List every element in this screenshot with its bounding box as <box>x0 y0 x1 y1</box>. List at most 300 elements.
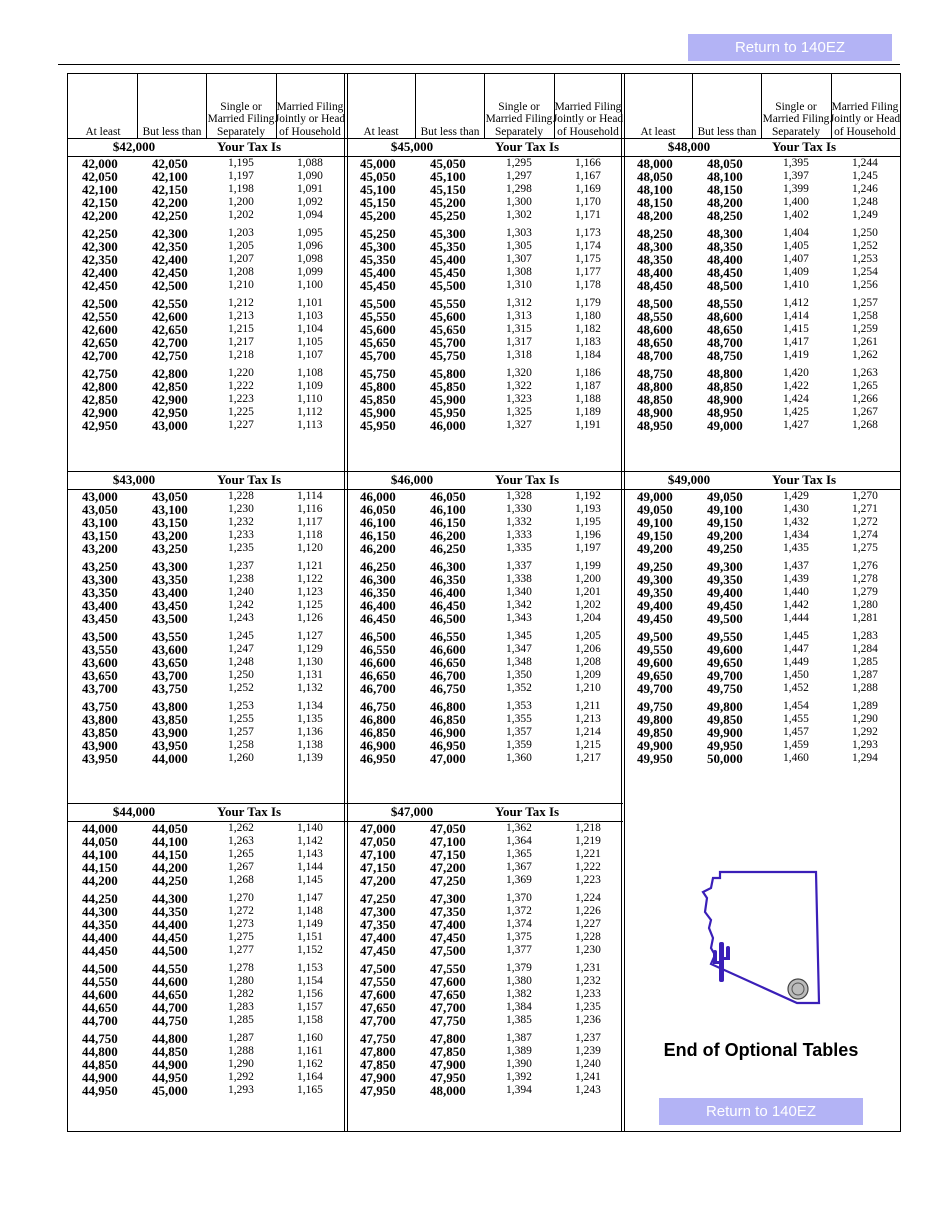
but-less-than-cell: 49,350 <box>707 572 743 587</box>
at-least-cell: 46,900 <box>360 738 396 753</box>
but-less-than-cell: 46,300 <box>430 559 466 574</box>
married-tax-cell: 1,175 <box>575 253 601 265</box>
row-group <box>346 367 622 432</box>
at-least-cell: 43,300 <box>82 572 118 587</box>
but-less-than-cell: 46,350 <box>430 572 466 587</box>
single-tax-cell: 1,455 <box>783 713 809 725</box>
but-less-than-cell: 46,800 <box>430 699 466 714</box>
at-least-cell: 46,150 <box>360 528 396 543</box>
at-least-cell: 44,700 <box>82 1013 118 1028</box>
single-tax-cell: 1,228 <box>228 490 254 502</box>
at-least-cell: 42,200 <box>82 208 118 223</box>
married-tax-cell: 1,094 <box>297 209 323 221</box>
row-group <box>346 227 622 292</box>
single-tax-cell: 1,442 <box>783 599 809 611</box>
but-less-than-cell: 49,300 <box>707 559 743 574</box>
married-tax-cell: 1,117 <box>297 516 323 528</box>
table-row <box>623 612 899 625</box>
but-less-than-cell: 45,750 <box>430 348 466 363</box>
at-least-cell: 47,050 <box>360 834 396 849</box>
but-less-than-cell: 43,500 <box>152 611 188 626</box>
married-tax-cell: 1,098 <box>297 253 323 265</box>
single-tax-cell: 1,407 <box>783 253 809 265</box>
at-least-cell: 43,150 <box>82 528 118 543</box>
at-least-cell: 48,000 <box>637 156 673 171</box>
married-tax-cell: 1,136 <box>297 726 323 738</box>
but-less-than-cell: 49,800 <box>707 699 743 714</box>
but-less-than-cell: 42,050 <box>152 156 188 171</box>
at-least-cell: 49,900 <box>637 738 673 753</box>
column-header-text: But less than <box>420 125 480 138</box>
single-tax-cell: 1,355 <box>506 713 532 725</box>
married-tax-cell: 1,232 <box>575 975 601 987</box>
married-tax-cell: 1,131 <box>297 669 323 681</box>
but-less-than-cell: 46,650 <box>430 655 466 670</box>
married-tax-cell: 1,265 <box>852 380 878 392</box>
row-group <box>68 630 344 695</box>
table-row <box>346 349 622 362</box>
single-tax-cell: 1,365 <box>506 848 532 860</box>
married-tax-cell: 1,193 <box>575 503 601 515</box>
married-tax-cell: 1,183 <box>575 336 601 348</box>
at-least-cell: 44,450 <box>82 943 118 958</box>
married-tax-cell: 1,266 <box>852 393 878 405</box>
column-header-but-less-than <box>696 74 758 138</box>
at-least-cell: 43,950 <box>82 751 118 766</box>
married-tax-cell: 1,256 <box>852 279 878 291</box>
row-group <box>623 227 899 292</box>
but-less-than-cell: 45,400 <box>430 252 466 267</box>
single-tax-cell: 1,392 <box>506 1071 532 1083</box>
single-tax-cell: 1,217 <box>228 336 254 348</box>
married-tax-cell: 1,209 <box>575 669 601 681</box>
at-least-cell: 44,800 <box>82 1044 118 1059</box>
at-least-cell: 42,000 <box>82 156 118 171</box>
bracket-amount: $46,000 <box>390 472 434 487</box>
at-least-cell: 46,850 <box>360 725 396 740</box>
at-least-cell: 49,000 <box>637 489 673 504</box>
married-tax-cell: 1,113 <box>297 419 323 431</box>
at-least-cell: 47,350 <box>360 917 396 932</box>
header-column-rule <box>137 74 138 138</box>
but-less-than-cell: 42,850 <box>152 379 188 394</box>
but-less-than-cell: 49,950 <box>707 738 743 753</box>
at-least-cell: 42,450 <box>82 278 118 293</box>
at-least-cell: 47,700 <box>360 1013 396 1028</box>
but-less-than-cell: 49,600 <box>707 642 743 657</box>
married-tax-cell: 1,156 <box>297 988 323 1000</box>
at-least-cell: 44,050 <box>82 834 118 849</box>
married-tax-cell: 1,217 <box>575 752 601 764</box>
single-tax-cell: 1,435 <box>783 542 809 554</box>
single-tax-cell: 1,417 <box>783 336 809 348</box>
but-less-than-cell: 42,800 <box>152 366 188 381</box>
row-group <box>68 700 344 765</box>
but-less-than-cell: 43,050 <box>152 489 188 504</box>
single-tax-cell: 1,233 <box>228 529 254 541</box>
tax-rows <box>623 490 899 770</box>
table-row <box>346 612 622 625</box>
header-column-rule <box>761 74 762 138</box>
married-tax-cell: 1,243 <box>575 1084 601 1096</box>
married-tax-cell: 1,227 <box>575 918 601 930</box>
married-tax-cell: 1,096 <box>297 240 323 252</box>
at-least-cell: 42,100 <box>82 182 118 197</box>
married-tax-cell: 1,293 <box>852 739 878 751</box>
married-tax-cell: 1,144 <box>297 861 323 873</box>
but-less-than-cell: 44,850 <box>152 1044 188 1059</box>
at-least-cell: 44,350 <box>82 917 118 932</box>
but-less-than-cell: 47,250 <box>430 873 466 888</box>
at-least-cell: 47,500 <box>360 961 396 976</box>
but-less-than-cell: 46,000 <box>430 418 466 433</box>
married-tax-cell: 1,140 <box>297 822 323 834</box>
but-less-than-cell: 47,350 <box>430 904 466 919</box>
row-group <box>68 822 344 887</box>
married-tax-cell: 1,129 <box>297 643 323 655</box>
single-tax-cell: 1,362 <box>506 822 532 834</box>
but-less-than-cell: 43,700 <box>152 668 188 683</box>
bracket-amount: $42,000 <box>112 139 156 154</box>
but-less-than-cell: 45,950 <box>430 405 466 420</box>
at-least-cell: 42,900 <box>82 405 118 420</box>
single-tax-cell: 1,202 <box>228 209 254 221</box>
but-less-than-cell: 48,050 <box>707 156 743 171</box>
return-to-140ez-bottom-button[interactable]: Return to 140EZ <box>659 1098 863 1125</box>
married-tax-cell: 1,240 <box>575 1058 601 1070</box>
but-less-than-cell: 44,600 <box>152 974 188 989</box>
at-least-cell: 47,550 <box>360 974 396 989</box>
but-less-than-cell: 46,950 <box>430 738 466 753</box>
but-less-than-cell: 45,450 <box>430 265 466 280</box>
row-group <box>346 892 622 957</box>
single-tax-cell: 1,347 <box>506 643 532 655</box>
single-tax-cell: 1,430 <box>783 503 809 515</box>
table-row <box>68 1014 344 1027</box>
single-tax-cell: 1,357 <box>506 726 532 738</box>
single-tax-cell: 1,262 <box>228 822 254 834</box>
married-tax-cell: 1,104 <box>297 323 323 335</box>
married-tax-cell: 1,165 <box>297 1084 323 1096</box>
single-tax-cell: 1,384 <box>506 1001 532 1013</box>
married-tax-cell: 1,253 <box>852 253 878 265</box>
married-tax-cell: 1,114 <box>297 490 323 502</box>
single-tax-cell: 1,297 <box>506 170 532 182</box>
but-less-than-cell: 48,600 <box>707 309 743 324</box>
income-bracket-heading <box>68 138 344 156</box>
married-tax-cell: 1,125 <box>297 599 323 611</box>
row-group <box>68 157 344 222</box>
single-tax-cell: 1,317 <box>506 336 532 348</box>
return-to-140ez-button[interactable]: Return to 140EZ <box>688 34 892 61</box>
but-less-than-cell: 42,700 <box>152 335 188 350</box>
but-less-than-cell: 43,150 <box>152 515 188 530</box>
single-tax-cell: 1,320 <box>506 367 532 379</box>
but-less-than-cell: 44,100 <box>152 834 188 849</box>
married-tax-cell: 1,110 <box>297 393 323 405</box>
at-least-cell: 46,700 <box>360 681 396 696</box>
but-less-than-cell: 46,400 <box>430 585 466 600</box>
but-less-than-cell: 48,550 <box>707 296 743 311</box>
single-tax-cell: 1,213 <box>228 310 254 322</box>
single-tax-cell: 1,385 <box>506 1014 532 1026</box>
single-tax-cell: 1,399 <box>783 183 809 195</box>
at-least-cell: 47,850 <box>360 1057 396 1072</box>
but-less-than-cell: 44,250 <box>152 873 188 888</box>
but-less-than-cell: 44,300 <box>152 891 188 906</box>
at-least-cell: 49,150 <box>637 528 673 543</box>
married-tax-cell: 1,158 <box>297 1014 323 1026</box>
married-tax-cell: 1,239 <box>575 1045 601 1057</box>
married-tax-cell: 1,177 <box>575 266 601 278</box>
but-less-than-cell: 46,150 <box>430 515 466 530</box>
bracket-amount: $45,000 <box>390 139 434 154</box>
single-tax-cell: 1,333 <box>506 529 532 541</box>
single-tax-cell: 1,409 <box>783 266 809 278</box>
column-header-married <box>274 74 346 138</box>
column-header-text: But less than <box>142 125 202 138</box>
table-row <box>346 944 622 957</box>
at-least-cell: 47,800 <box>360 1044 396 1059</box>
married-tax-cell: 1,272 <box>852 516 878 528</box>
single-tax-cell: 1,429 <box>783 490 809 502</box>
but-less-than-cell: 45,650 <box>430 322 466 337</box>
at-least-cell: 48,250 <box>637 226 673 241</box>
but-less-than-cell: 48,200 <box>707 195 743 210</box>
married-tax-cell: 1,120 <box>297 542 323 554</box>
married-tax-cell: 1,223 <box>575 874 601 886</box>
at-least-cell: 44,250 <box>82 891 118 906</box>
married-tax-cell: 1,160 <box>297 1032 323 1044</box>
married-tax-cell: 1,088 <box>297 157 323 169</box>
married-tax-cell: 1,189 <box>575 406 601 418</box>
at-least-cell: 43,850 <box>82 725 118 740</box>
but-less-than-cell: 49,700 <box>707 668 743 683</box>
but-less-than-cell: 42,300 <box>152 226 188 241</box>
but-less-than-cell: 44,500 <box>152 943 188 958</box>
but-less-than-cell: 49,750 <box>707 681 743 696</box>
but-less-than-cell: 46,500 <box>430 611 466 626</box>
single-tax-cell: 1,283 <box>228 1001 254 1013</box>
but-less-than-cell: 47,800 <box>430 1031 466 1046</box>
but-less-than-cell: 44,400 <box>152 917 188 932</box>
at-least-cell: 48,600 <box>637 322 673 337</box>
single-tax-cell: 1,414 <box>783 310 809 322</box>
table-row <box>346 1014 622 1027</box>
at-least-cell: 45,000 <box>360 156 396 171</box>
married-tax-cell: 1,143 <box>297 848 323 860</box>
but-less-than-cell: 47,450 <box>430 930 466 945</box>
single-tax-cell: 1,252 <box>228 682 254 694</box>
column-header-at-least <box>72 74 134 138</box>
married-tax-cell: 1,153 <box>297 962 323 974</box>
married-tax-cell: 1,182 <box>575 323 601 335</box>
single-tax-cell: 1,412 <box>783 297 809 309</box>
married-tax-cell: 1,178 <box>575 279 601 291</box>
row-group <box>68 297 344 362</box>
married-tax-cell: 1,164 <box>297 1071 323 1083</box>
single-tax-cell: 1,452 <box>783 682 809 694</box>
at-least-cell: 45,550 <box>360 309 396 324</box>
married-tax-cell: 1,191 <box>575 419 601 431</box>
married-tax-cell: 1,285 <box>852 656 878 668</box>
at-least-cell: 49,950 <box>637 751 673 766</box>
at-least-cell: 45,200 <box>360 208 396 223</box>
at-least-cell: 45,700 <box>360 348 396 363</box>
but-less-than-cell: 46,250 <box>430 541 466 556</box>
but-less-than-cell: 47,200 <box>430 860 466 875</box>
at-least-cell: 44,550 <box>82 974 118 989</box>
married-tax-cell: 1,134 <box>297 700 323 712</box>
married-tax-cell: 1,224 <box>575 892 601 904</box>
single-tax-cell: 1,287 <box>228 1032 254 1044</box>
married-tax-cell: 1,184 <box>575 349 601 361</box>
at-least-cell: 49,050 <box>637 502 673 517</box>
single-tax-cell: 1,265 <box>228 848 254 860</box>
at-least-cell: 42,650 <box>82 335 118 350</box>
married-tax-cell: 1,237 <box>575 1032 601 1044</box>
single-tax-cell: 1,450 <box>783 669 809 681</box>
married-tax-cell: 1,100 <box>297 279 323 291</box>
single-tax-cell: 1,360 <box>506 752 532 764</box>
your-tax-is-label: Your Tax Is <box>217 472 282 487</box>
at-least-cell: 47,450 <box>360 943 396 958</box>
but-less-than-cell: 48,400 <box>707 252 743 267</box>
but-less-than-cell: 49,100 <box>707 502 743 517</box>
single-tax-cell: 1,348 <box>506 656 532 668</box>
at-least-cell: 42,400 <box>82 265 118 280</box>
but-less-than-cell: 43,600 <box>152 642 188 657</box>
single-tax-cell: 1,342 <box>506 599 532 611</box>
but-less-than-cell: 47,700 <box>430 1000 466 1015</box>
single-tax-cell: 1,275 <box>228 931 254 943</box>
at-least-cell: 43,000 <box>82 489 118 504</box>
at-least-cell: 48,850 <box>637 392 673 407</box>
married-tax-cell: 1,250 <box>852 227 878 239</box>
single-tax-cell: 1,454 <box>783 700 809 712</box>
but-less-than-cell: 46,050 <box>430 489 466 504</box>
bracket-amount: $44,000 <box>112 804 156 819</box>
table-row <box>68 279 344 292</box>
married-tax-cell: 1,195 <box>575 516 601 528</box>
table-row <box>623 209 899 222</box>
at-least-cell: 46,200 <box>360 541 396 556</box>
but-less-than-cell: 43,850 <box>152 712 188 727</box>
at-least-cell: 42,300 <box>82 239 118 254</box>
but-less-than-cell: 42,550 <box>152 296 188 311</box>
income-bracket-heading <box>68 803 344 821</box>
table-row <box>68 944 344 957</box>
at-least-cell: 48,050 <box>637 169 673 184</box>
table-row <box>68 1084 344 1097</box>
row-group <box>346 962 622 1027</box>
single-tax-cell: 1,445 <box>783 630 809 642</box>
at-least-cell: 49,800 <box>637 712 673 727</box>
single-tax-cell: 1,245 <box>228 630 254 642</box>
but-less-than-cell: 48,950 <box>707 405 743 420</box>
single-tax-cell: 1,335 <box>506 542 532 554</box>
single-tax-cell: 1,200 <box>228 196 254 208</box>
married-tax-cell: 1,105 <box>297 336 323 348</box>
single-tax-cell: 1,432 <box>783 516 809 528</box>
column-header-text: Single or Married Filing Separately <box>485 100 553 138</box>
column-header-text: Married Filing Jointly or Head of Household <box>829 100 901 138</box>
single-tax-cell: 1,315 <box>506 323 532 335</box>
single-tax-cell: 1,227 <box>228 419 254 431</box>
your-tax-is-label: Your Tax Is <box>495 139 560 154</box>
but-less-than-cell: 45,050 <box>430 156 466 171</box>
at-least-cell: 45,250 <box>360 226 396 241</box>
at-least-cell: 46,450 <box>360 611 396 626</box>
tax-rows <box>346 490 622 770</box>
married-tax-cell: 1,161 <box>297 1045 323 1057</box>
married-tax-cell: 1,109 <box>297 380 323 392</box>
row-group <box>623 367 899 432</box>
at-least-cell: 43,650 <box>82 668 118 683</box>
row-group <box>346 157 622 222</box>
at-least-cell: 48,550 <box>637 309 673 324</box>
single-tax-cell: 1,337 <box>506 560 532 572</box>
but-less-than-cell: 46,100 <box>430 502 466 517</box>
at-least-cell: 46,800 <box>360 712 396 727</box>
column-header-but-less-than <box>419 74 481 138</box>
at-least-cell: 42,050 <box>82 169 118 184</box>
but-less-than-cell: 47,850 <box>430 1044 466 1059</box>
married-tax-cell: 1,126 <box>297 612 323 624</box>
column-header-single <box>484 74 554 138</box>
at-least-cell: 47,750 <box>360 1031 396 1046</box>
but-less-than-cell: 45,800 <box>430 366 466 381</box>
single-tax-cell: 1,288 <box>228 1045 254 1057</box>
single-tax-cell: 1,243 <box>228 612 254 624</box>
at-least-cell: 46,400 <box>360 598 396 613</box>
single-tax-cell: 1,205 <box>228 240 254 252</box>
at-least-cell: 43,400 <box>82 598 118 613</box>
at-least-cell: 44,300 <box>82 904 118 919</box>
married-tax-cell: 1,236 <box>575 1014 601 1026</box>
single-tax-cell: 1,370 <box>506 892 532 904</box>
but-less-than-cell: 46,600 <box>430 642 466 657</box>
at-least-cell: 49,100 <box>637 515 673 530</box>
single-tax-cell: 1,273 <box>228 918 254 930</box>
at-least-cell: 44,650 <box>82 1000 118 1015</box>
single-tax-cell: 1,298 <box>506 183 532 195</box>
at-least-cell: 42,750 <box>82 366 118 381</box>
single-tax-cell: 1,330 <box>506 503 532 515</box>
at-least-cell: 47,600 <box>360 987 396 1002</box>
single-tax-cell: 1,340 <box>506 586 532 598</box>
at-least-cell: 45,100 <box>360 182 396 197</box>
but-less-than-cell: 43,550 <box>152 629 188 644</box>
single-tax-cell: 1,210 <box>228 279 254 291</box>
header-column-rule <box>554 74 555 138</box>
single-tax-cell: 1,242 <box>228 599 254 611</box>
married-tax-cell: 1,281 <box>852 612 878 624</box>
married-tax-cell: 1,206 <box>575 643 601 655</box>
at-least-cell: 46,550 <box>360 642 396 657</box>
single-tax-cell: 1,380 <box>506 975 532 987</box>
but-less-than-cell: 44,000 <box>152 751 188 766</box>
single-tax-cell: 1,343 <box>506 612 532 624</box>
at-least-cell: 43,700 <box>82 681 118 696</box>
single-tax-cell: 1,422 <box>783 380 809 392</box>
single-tax-cell: 1,397 <box>783 170 809 182</box>
married-tax-cell: 1,257 <box>852 297 878 309</box>
married-tax-cell: 1,218 <box>575 822 601 834</box>
row-group <box>68 560 344 625</box>
at-least-cell: 42,950 <box>82 418 118 433</box>
at-least-cell: 48,700 <box>637 348 673 363</box>
